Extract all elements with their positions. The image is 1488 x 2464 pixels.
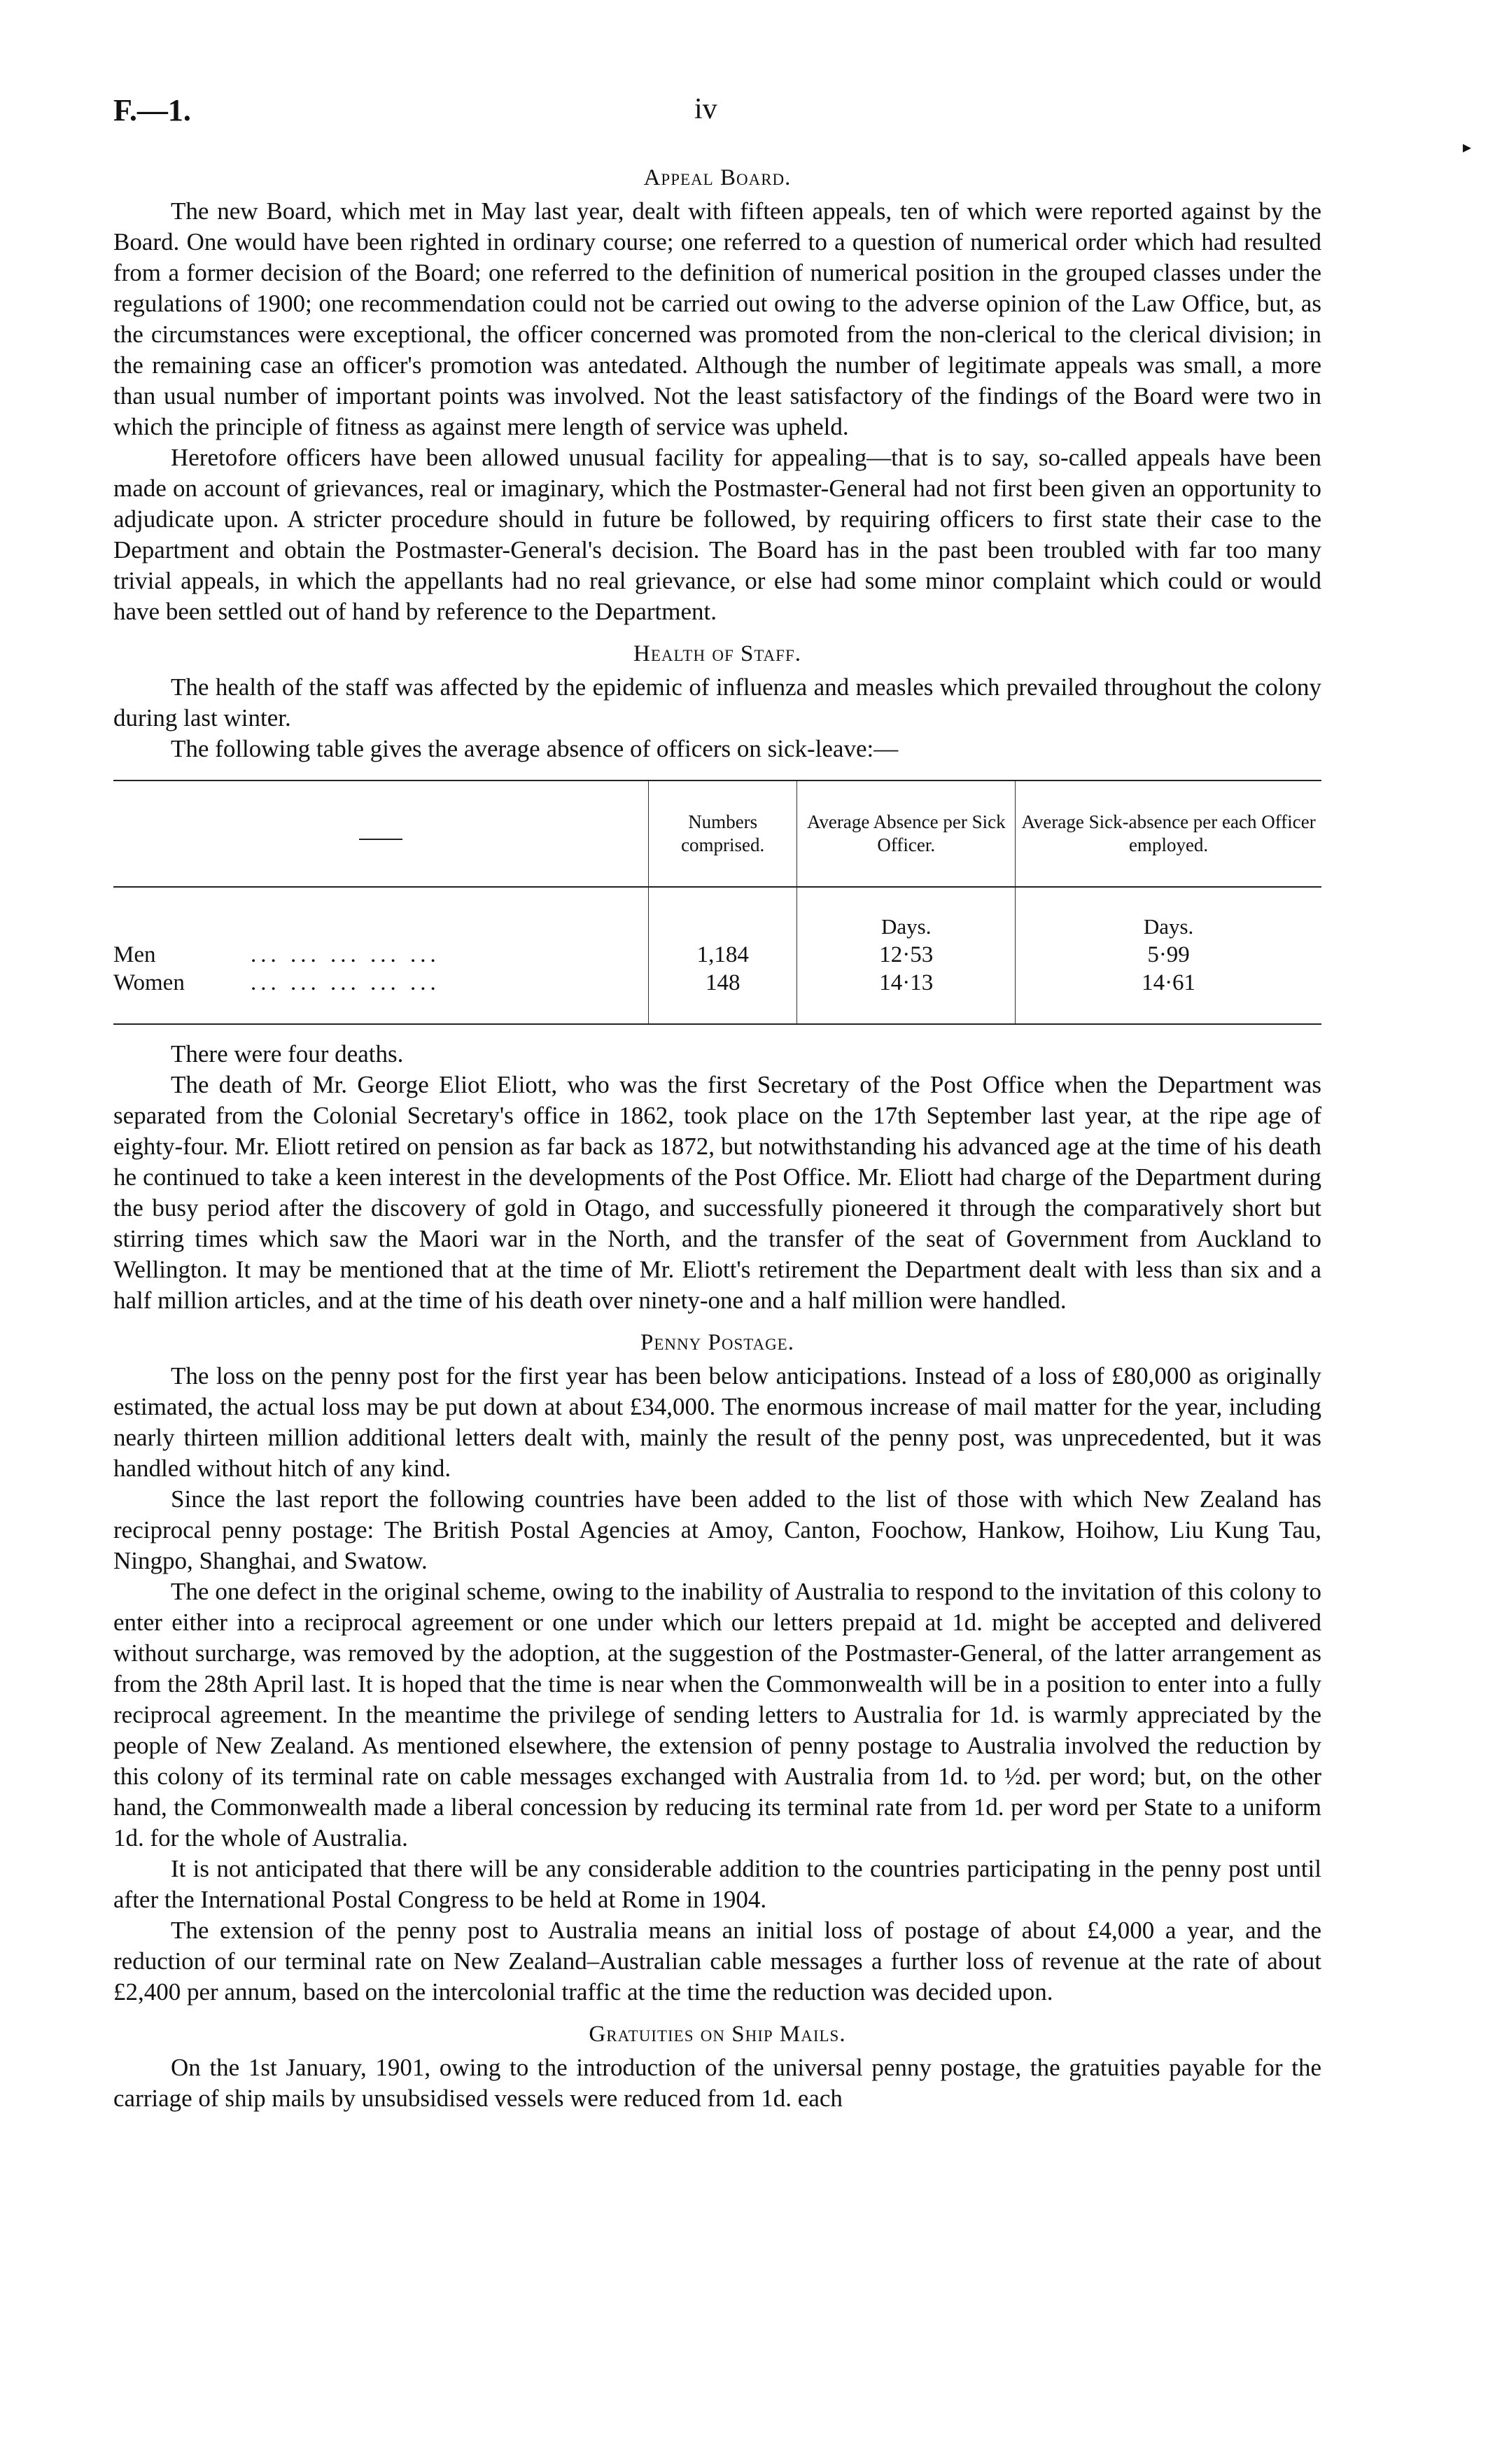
table-units-row bbox=[113, 887, 1321, 941]
table-row bbox=[113, 969, 1321, 1024]
unit-label: Days. bbox=[797, 887, 1016, 941]
cell-per-sick: 12·53 bbox=[797, 941, 1016, 969]
report-reference: F.—1. bbox=[113, 93, 191, 127]
row-label: Men ... ... ... ... ... bbox=[113, 942, 440, 967]
paragraph: It is not anticipated that there will be any considerable addition to the countries participating in the penny post until after the International Postal Congress to be held at Rome in 1904. bbox=[113, 1855, 1321, 1913]
section-heading: Appeal Board. bbox=[643, 165, 792, 190]
cell-per-sick: 14·13 bbox=[797, 969, 1016, 1024]
cell-per-officer: 5·99 bbox=[1016, 941, 1321, 969]
header-cell-per-sick: Average Absence per Sick Officer. bbox=[797, 780, 1016, 887]
section-heading: Gratuities on Ship Mails. bbox=[589, 2022, 846, 2047]
cell-numbers: 1,184 bbox=[649, 941, 797, 969]
paragraph: Heretofore officers have been allowed unusual facility for appealing—that is to say, so-called appeals have been made on account of grievances, real or imaginary, which the Postmaster-General had not first been given an opportunity to adjudicate upon. A stricter procedure should in future be followed, by requiring officers to first state their case to the Department and obtain the Postmaster-General's decision. The Board has in the past been troubled with far too many trivial appeals, in which the appellants had no real grievance, or else had some minor complaint which could or would have been settled out of hand by reference to the Department. bbox=[113, 444, 1321, 625]
header-cell-per-officer: Average Sick-absence per each Officer employed. bbox=[1016, 780, 1321, 887]
paragraph: The following table gives the average absence of officers on sick-leave:— bbox=[171, 735, 899, 762]
paragraph: The one defect in the original scheme, owing to the inability of Australia to respond to the invitation of this colony to enter either into a reciprocal agreement or one under which our letters prepaid at 1d. might be accepted and delivered without surcharge, was removed by the adoption, at the suggestion of the Postmaster-General, of the latter arrangement as from the 28th April last. It is hoped that the time is near when the Commonwealth will be in a position to enter into a fully reciprocal agreement. In the meantime the privilege of sending letters to Australia for 1d. is warmly appreciated by the people of New Zealand. As mentioned elsewhere, the extension of penny postage to Australia involved the reduction by this colony of its terminal rate on cable messages exchanged with Australia from 1d. to ½d. per word; but, on the other hand, the Commonwealth made a liberal concession by reducing its terminal rate from 1d. per word per State to a uniform 1d. for the whole of Australia. bbox=[113, 1578, 1321, 1851]
section-appeal-board bbox=[113, 162, 1321, 627]
page-number: iv bbox=[694, 93, 717, 125]
paragraph: The extension of the penny post to Australia means an initial loss of postage of about £4,000 a year, and the reduction of our terminal rate on New Zealand–Australian cable messages a further loss of revenue at the rate of about £2,400 per annum, based on the intercolonial traffic at the time the reduction was decided upon. bbox=[113, 1917, 1321, 2005]
page-body bbox=[113, 162, 1321, 2114]
table-row bbox=[113, 941, 1321, 969]
header-cell-numbers: Numbers comprised. bbox=[649, 780, 797, 887]
unit-label: Days. bbox=[1016, 887, 1321, 941]
paragraph: On the 1st January, 1901, owing to the introduction of the universal penny postage, the gratuities payable for the carriage of ship mails by unsubsidised vessels were reduced from 1d. each bbox=[113, 2054, 1321, 2112]
paragraph: The health of the staff was affected by the epidemic of influenza and measles which prevailed throughout the colony during last winter. bbox=[113, 673, 1321, 732]
section-gratuities bbox=[113, 2019, 1321, 2114]
paragraph: The death of Mr. George Eliot Eliott, who was the first Secretary of the Post Office when the Department was separated from the Colonial Secretary's office in 1862, took place on the 17th September last year, at the ripe age of eighty-four. Mr. Eliott retired on pension as far back as 1872, but notwithstanding his advanced age at the time of his death he continued to take a keen interest in the developments of the Post Office. Mr. Eliott had charge of the Department during the busy period after the discovery of gold in Otago, and successfully pioneered it through the comparatively short but stirring times which saw the Maori war in the North, and the transfer of the seat of Government from Auckland to Wellington. It may be mentioned that at the time of Mr. Eliott's retirement the Department dealt with less than six and a half million articles, and at the time of his death over ninety-one and a half million were handled. bbox=[113, 1071, 1321, 1314]
table-header-row bbox=[113, 780, 1321, 887]
section-heading: Penny Postage. bbox=[640, 1330, 794, 1355]
section-penny-postage bbox=[113, 1327, 1321, 2008]
paragraph: The loss on the penny post for the first year has been below anticipations. Instead of a loss of £80,000 as originally estimated, the actual loss may be put down at about £34,000. The enormous increase of mail matter for the year, including nearly thirteen million additional letters dealt with, mainly the result of the penny post, was unprecedented, but it was handled without hitch of any kind. bbox=[113, 1362, 1321, 1482]
paragraph: There were four deaths. bbox=[171, 1040, 404, 1068]
margin-mark: ▸ bbox=[1463, 139, 1472, 157]
row-label: Women ... ... ... ... ... bbox=[113, 969, 649, 1024]
section-heading: Health of Staff. bbox=[633, 641, 801, 666]
paragraph: The new Board, which met in May last year, dealt with fifteen appeals, ten of which were reported against by the Board. One would have been righted in ordinary course; one referred to a question of numerical order which had resulted from a former decision of the Board; one referred to the definition of numerical position in the grouped classes under the regulations of 1900; one recommendation could not be carried out owing to the adverse opinion of the Law Office, but, as the circumstances were exceptional, the officer concerned was promoted from the non-clerical to the clerical division; in the remaining case an officer's promotion was antedated. Although the number of legitimate appeals was small, a more than usual number of important points was involved. Not the least satisfactory of the findings of the Board were two in which the principle of fitness as against mere length of service was upheld. bbox=[113, 197, 1321, 440]
section-health-of-staff bbox=[113, 638, 1321, 1316]
cell-numbers: 148 bbox=[649, 969, 797, 1024]
sick-leave-table bbox=[113, 780, 1321, 1025]
paragraph: Since the last report the following countries have been added to the list of those with which New Zealand has reciprocal penny postage: The British Postal Agencies at Amoy, Canton, Foochow, Hankow, Hoihow, Liu Kung Tau, Ningpo, Shanghai, and Swatow. bbox=[113, 1485, 1321, 1574]
running-head bbox=[113, 92, 1373, 134]
cell-per-officer: 14·61 bbox=[1016, 969, 1321, 1024]
header-cell-blank bbox=[113, 780, 649, 887]
